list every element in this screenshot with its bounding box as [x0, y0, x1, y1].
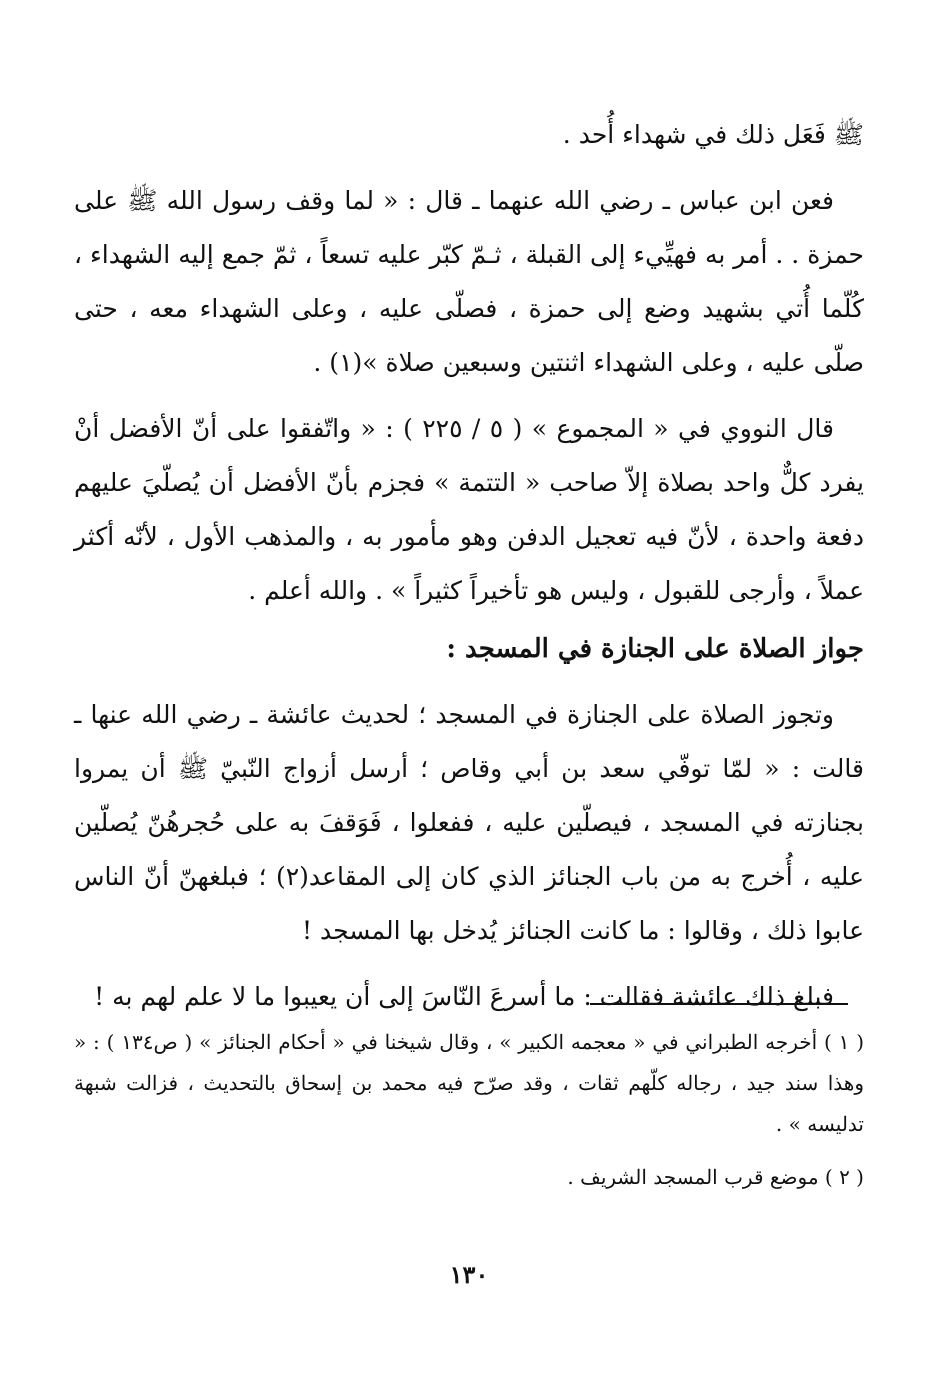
section-heading: جواز الصلاة على الجنازة في المسجد : [446, 634, 864, 664]
paragraph-aisha-response: فبلغ ذلك عائشة فقالت : ما أسرعَ النّاسَ إلى أن يعيبوا ما لا علم لهم به ! [94, 982, 834, 1011]
footnote-2: ( ٢ ) موضع قرب المسجد الشريف . [567, 1165, 864, 1189]
footnote-divider [590, 1003, 848, 1005]
footnotes [74, 1022, 864, 1198]
paragraph-nawawi: قال النووي في « المجموع » ( ٥ / ٢٢٥ ) : « واتّفقوا على أنّ الأفضل أنْ يفرد كلٌّ واحد بصلاة إلاّ صاحب « التتمة » فجزم بأنّ الأفضل أن يُصلّيَ عليهم دفعة واحدة ، لأنّ فيه تعجيل الدفن وهو مأمور به ، والمذهب الأول ، لأنّه أكثر عملاً ، وأرجى للقبول ، وليس هو تأخيراً كثيراً » . والله أعلم . [74, 414, 864, 605]
footnote-1: ( ١ ) أخرجه الطبراني في « معجمه الكبير » ، وقال شيخنا في « أحكام الجنائز » ( ص١٣٤ ) : « وهذا سند جيد ، رجاله كلّهم ثقات ، وقد صرّح فيه محمد بن إسحاق بالتحديث ، فزالت شبهة تدليسه » . [74, 1030, 864, 1136]
page-number: ١٣٠ [449, 1260, 489, 1289]
paragraph-intro: ﷺ فَعَل ذلك في شهداء أُحد . [562, 120, 864, 149]
paragraph-ibn-abbas: فعن ابن عباس ـ رضي الله عنهما ـ قال : « لما وقف رسول الله ﷺ على حمزة . . أمر به فهيِّيء إلى القبلة ، ثـمّ كبّر عليه تسعاً ، ثمّ جمع إليه الشهداء ، كُلّما أُتي بشهيد وضع إلى حمزة ، فصلّى عليه ، وعلى الشهداء معه ، حتى صلّى عليه ، وعلى الشهداء اثنتين وسبعين صلاة »(١) . [74, 186, 864, 377]
paragraph-aisha-hadith: وتجوز الصلاة على الجنازة في المسجد ؛ لحديث عائشة ـ رضي الله عنها ـ قالت : « لمّا توفّي سعد بن أبي وقاص ؛ أرسل أزواج النّبيّ ﷺ أن يمروا بجنازته في المسجد ، فيصلّين عليه ، ففعلوا ، فَوَقفَ به على حُجرهُنّ يُصلّين عليه ، أُخرج به من باب الجنائز الذي كان إلى المقاعد(٢) ؛ فبلغهنّ أنّ الناس عابوا ذلك ، وقالوا : ما كانت الجنائز يُدخل بها المسجد ! [74, 700, 865, 945]
main-text [74, 108, 864, 1024]
